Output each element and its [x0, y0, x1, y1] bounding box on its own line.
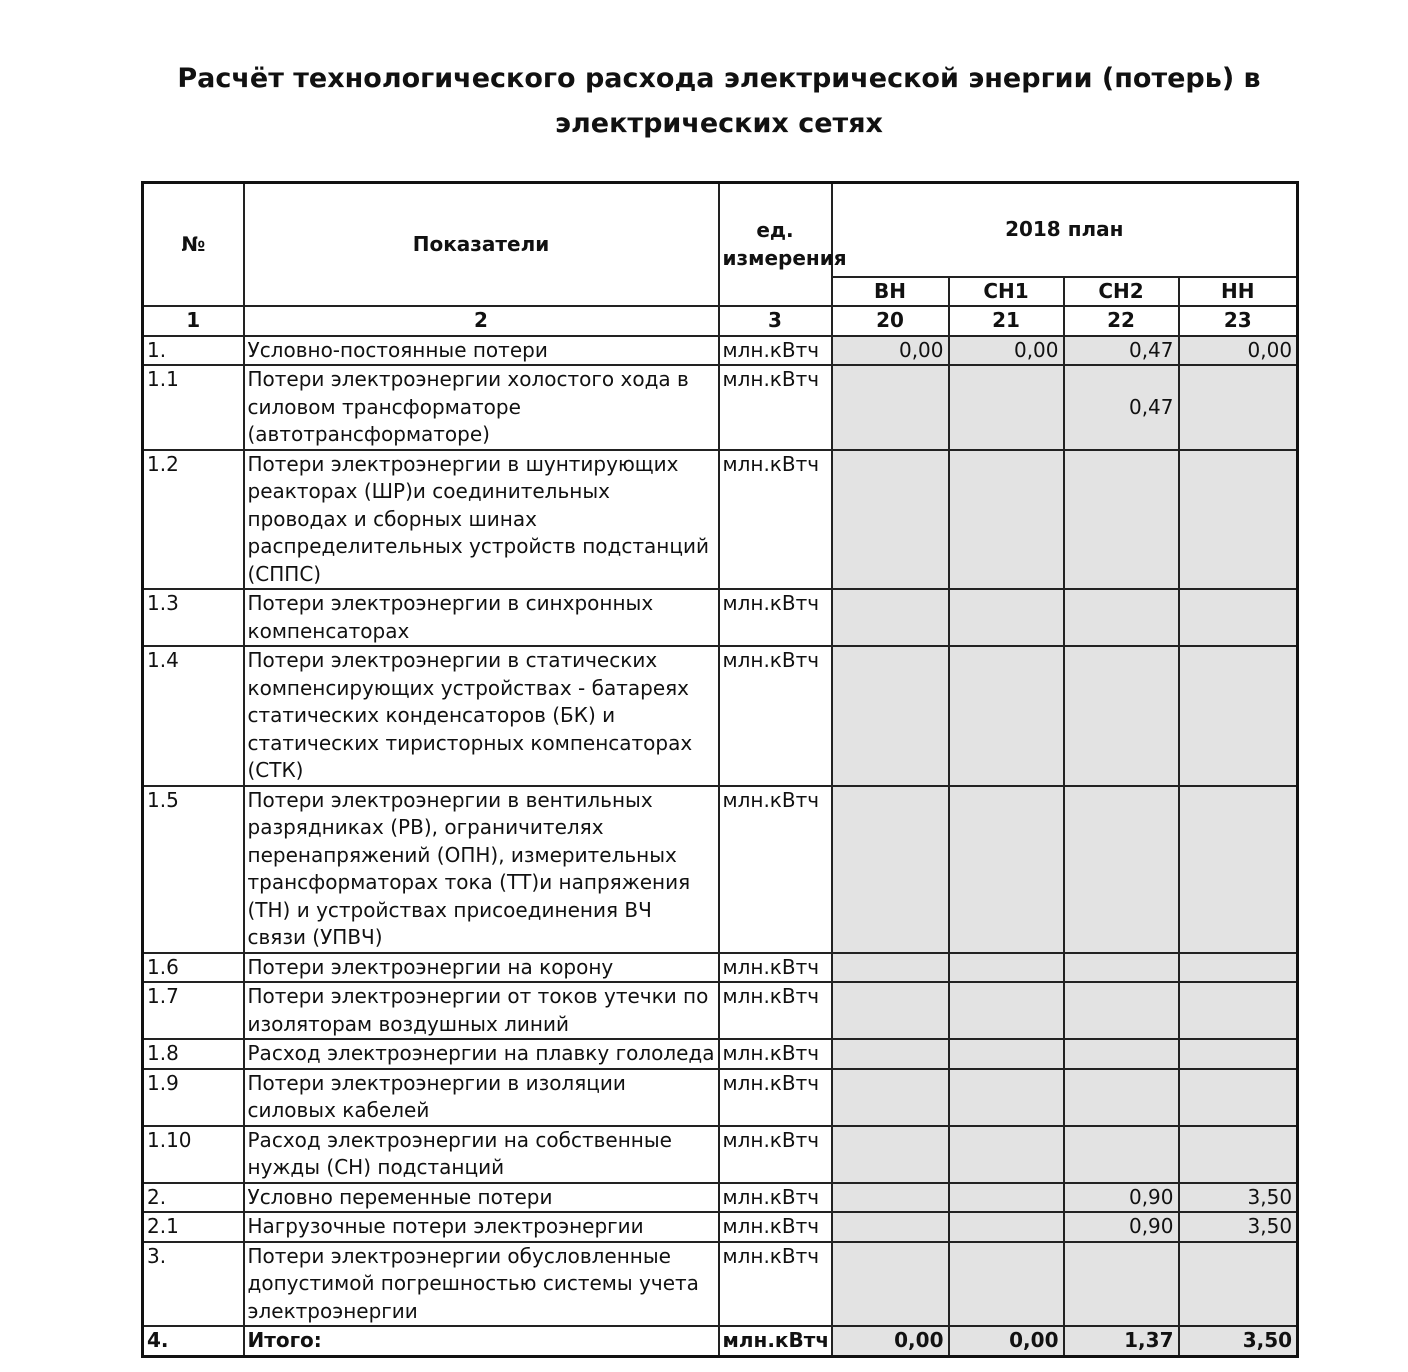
- table-row: [143, 336, 1298, 366]
- row-value-nn: 3,50: [1179, 1326, 1298, 1356]
- header-level-vn: ВН: [832, 277, 949, 307]
- table-row: [143, 1326, 1298, 1356]
- row-value-sn1: [949, 1212, 1064, 1242]
- row-value-vn: [832, 786, 949, 953]
- row-value-sn1: [949, 786, 1064, 953]
- row-value-sn2: 0,90: [1064, 1212, 1179, 1242]
- row-value-sn2: [1064, 589, 1179, 646]
- row-value-nn: [1179, 1242, 1298, 1327]
- row-unit: млн.кВтч: [719, 365, 832, 450]
- table-row: [143, 1039, 1298, 1069]
- losses-table: [141, 181, 1299, 1358]
- row-unit: млн.кВтч: [719, 1069, 832, 1126]
- row-value-nn: 3,50: [1179, 1183, 1298, 1213]
- row-unit: млн.кВтч: [719, 982, 832, 1039]
- row-unit: млн.кВтч: [719, 1039, 832, 1069]
- row-unit: млн.кВтч: [719, 336, 832, 366]
- header-num-2: 2: [244, 306, 719, 336]
- row-number: 1.: [143, 336, 244, 366]
- row-value-vn: [832, 589, 949, 646]
- row-number: 1.7: [143, 982, 244, 1039]
- row-number: 2.1: [143, 1212, 244, 1242]
- row-value-vn: [832, 646, 949, 786]
- table-row: [143, 646, 1298, 786]
- table-row: [143, 1069, 1298, 1126]
- row-indicator: Потери электроэнергии обусловленные допустимой погрешностью системы учета электроэнергии: [244, 1242, 719, 1327]
- row-indicator: Расход электроэнергии на плавку гололеда: [244, 1039, 719, 1069]
- row-value-sn1: [949, 589, 1064, 646]
- row-number: 4.: [143, 1326, 244, 1356]
- row-value-vn: [832, 1039, 949, 1069]
- title-line-2: электрических сетях: [555, 108, 883, 139]
- row-indicator: Расход электроэнергии на собственные нужды (СН) подстанций: [244, 1126, 719, 1183]
- row-value-nn: [1179, 646, 1298, 786]
- header-plan: 2018 план: [832, 183, 1298, 277]
- row-value-vn: [832, 1212, 949, 1242]
- row-indicator: Потери электроэнергии в вентильных разрядниках (РВ), ограничителях перенапряжений (ОПН), измерительных трансформаторах тока (ТТ)и напряжения (ТН) и устройствах присоединения ВЧ связи (УПВЧ): [244, 786, 719, 953]
- title-line-1: Расчёт технологического расхода электрической энергии (потерь) в: [177, 63, 1261, 94]
- row-number: 1.5: [143, 786, 244, 953]
- row-unit: млн.кВтч: [719, 1212, 832, 1242]
- row-value-sn2: [1064, 1069, 1179, 1126]
- row-value-vn: [832, 982, 949, 1039]
- header-num-22: 22: [1064, 306, 1179, 336]
- row-number: 1.6: [143, 953, 244, 983]
- row-value-nn: 3,50: [1179, 1212, 1298, 1242]
- row-value-nn: [1179, 786, 1298, 953]
- row-value-sn1: [949, 1039, 1064, 1069]
- row-indicator: Потери электроэнергии в шунтирующих реакторах (ШР)и соединительных проводах и сборных шинах распределительных устройств подстанций (СППС): [244, 450, 719, 590]
- table-row: [143, 953, 1298, 983]
- row-value-sn2: [1064, 646, 1179, 786]
- row-unit: млн.кВтч: [719, 953, 832, 983]
- row-value-vn: [832, 450, 949, 590]
- header-num-20: 20: [832, 306, 949, 336]
- row-value-sn1: [949, 1183, 1064, 1213]
- row-indicator: Нагрузочные потери электроэнергии: [244, 1212, 719, 1242]
- row-indicator: Потери электроэнергии в статических компенсирующих устройствах - батареях статических конденсаторов (БК) и статических тиристорных компенсаторах (СТК): [244, 646, 719, 786]
- row-value-nn: [1179, 365, 1298, 450]
- row-unit: млн.кВтч: [719, 646, 832, 786]
- row-value-sn2: [1064, 982, 1179, 1039]
- row-indicator: Потери электроэнергии в синхронных компенсаторах: [244, 589, 719, 646]
- row-unit: млн.кВтч: [719, 786, 832, 953]
- row-unit: млн.кВтч: [719, 589, 832, 646]
- row-indicator: Условно-постоянные потери: [244, 336, 719, 366]
- row-value-sn2: [1064, 786, 1179, 953]
- row-value-sn2: [1064, 953, 1179, 983]
- row-number: 3.: [143, 1242, 244, 1327]
- row-unit: млн.кВтч: [719, 1326, 832, 1356]
- row-value-sn2: [1064, 450, 1179, 590]
- row-value-nn: [1179, 450, 1298, 590]
- row-value-sn1: 0,00: [949, 1326, 1064, 1356]
- table-row: [143, 589, 1298, 646]
- row-value-vn: [832, 1183, 949, 1213]
- row-value-nn: [1179, 589, 1298, 646]
- row-unit: млн.кВтч: [719, 1183, 832, 1213]
- header-level-sn1: СН1: [949, 277, 1064, 307]
- row-unit: млн.кВтч: [719, 1126, 832, 1183]
- row-value-vn: [832, 1126, 949, 1183]
- table-row: [143, 982, 1298, 1039]
- row-value-sn2: [1064, 1126, 1179, 1183]
- row-value-nn: [1179, 953, 1298, 983]
- row-number: 2.: [143, 1183, 244, 1213]
- header-num-3: 3: [719, 306, 832, 336]
- row-unit: млн.кВтч: [719, 1242, 832, 1327]
- row-value-nn: [1179, 982, 1298, 1039]
- table-row: [143, 450, 1298, 590]
- row-value-sn1: [949, 982, 1064, 1039]
- row-value-sn2: 0,47: [1064, 365, 1179, 450]
- header-level-sn2: СН2: [1064, 277, 1179, 307]
- header-num-23: 23: [1179, 306, 1298, 336]
- table-row: [143, 1242, 1298, 1327]
- row-unit: млн.кВтч: [719, 450, 832, 590]
- row-number: 1.9: [143, 1069, 244, 1126]
- row-value-sn2: [1064, 1039, 1179, 1069]
- row-value-vn: 0,00: [832, 1326, 949, 1356]
- table-row: [143, 1126, 1298, 1183]
- row-value-sn1: [949, 1242, 1064, 1327]
- row-value-sn2: 1,37: [1064, 1326, 1179, 1356]
- row-value-nn: [1179, 1069, 1298, 1126]
- row-value-sn2: [1064, 1242, 1179, 1327]
- row-indicator: Условно переменные потери: [244, 1183, 719, 1213]
- row-value-nn: 0,00: [1179, 336, 1298, 366]
- table-row: [143, 1183, 1298, 1213]
- row-value-sn1: [949, 1126, 1064, 1183]
- header-indicator: Показатели: [244, 183, 719, 307]
- row-value-nn: [1179, 1126, 1298, 1183]
- row-value-sn1: [949, 1069, 1064, 1126]
- table-body: [143, 336, 1298, 1357]
- table-row: [143, 786, 1298, 953]
- row-number: 1.1: [143, 365, 244, 450]
- row-value-vn: [832, 365, 949, 450]
- row-indicator: Потери электроэнергии на корону: [244, 953, 719, 983]
- row-indicator: Потери электроэнергии от токов утечки по изоляторам воздушных линий: [244, 982, 719, 1039]
- row-number: 1.4: [143, 646, 244, 786]
- row-value-sn1: [949, 450, 1064, 590]
- header-level-nn: НН: [1179, 277, 1298, 307]
- row-value-vn: [832, 1069, 949, 1126]
- row-value-sn1: 0,00: [949, 336, 1064, 366]
- row-value-sn1: [949, 646, 1064, 786]
- row-number: 1.10: [143, 1126, 244, 1183]
- row-value-vn: [832, 1242, 949, 1327]
- row-number: 1.3: [143, 589, 244, 646]
- row-indicator: Итого:: [244, 1326, 719, 1356]
- row-indicator: Потери электроэнергии холостого хода в силовом трансформаторе (автотрансформаторе): [244, 365, 719, 450]
- header-num-21: 21: [949, 306, 1064, 336]
- header-no: №: [143, 183, 244, 307]
- table-row: [143, 1212, 1298, 1242]
- row-value-sn2: 0,90: [1064, 1183, 1179, 1213]
- row-value-sn2: 0,47: [1064, 336, 1179, 366]
- header-unit: ед. измерения: [719, 183, 832, 307]
- row-value-vn: 0,00: [832, 336, 949, 366]
- row-number: 1.2: [143, 450, 244, 590]
- row-value-vn: [832, 953, 949, 983]
- header-num-1: 1: [143, 306, 244, 336]
- row-number: 1.8: [143, 1039, 244, 1069]
- table-row: [143, 365, 1298, 450]
- row-indicator: Потери электроэнергии в изоляции силовых кабелей: [244, 1069, 719, 1126]
- page-title: [0, 56, 1408, 146]
- row-value-sn1: [949, 365, 1064, 450]
- row-value-nn: [1179, 1039, 1298, 1069]
- row-value-sn1: [949, 953, 1064, 983]
